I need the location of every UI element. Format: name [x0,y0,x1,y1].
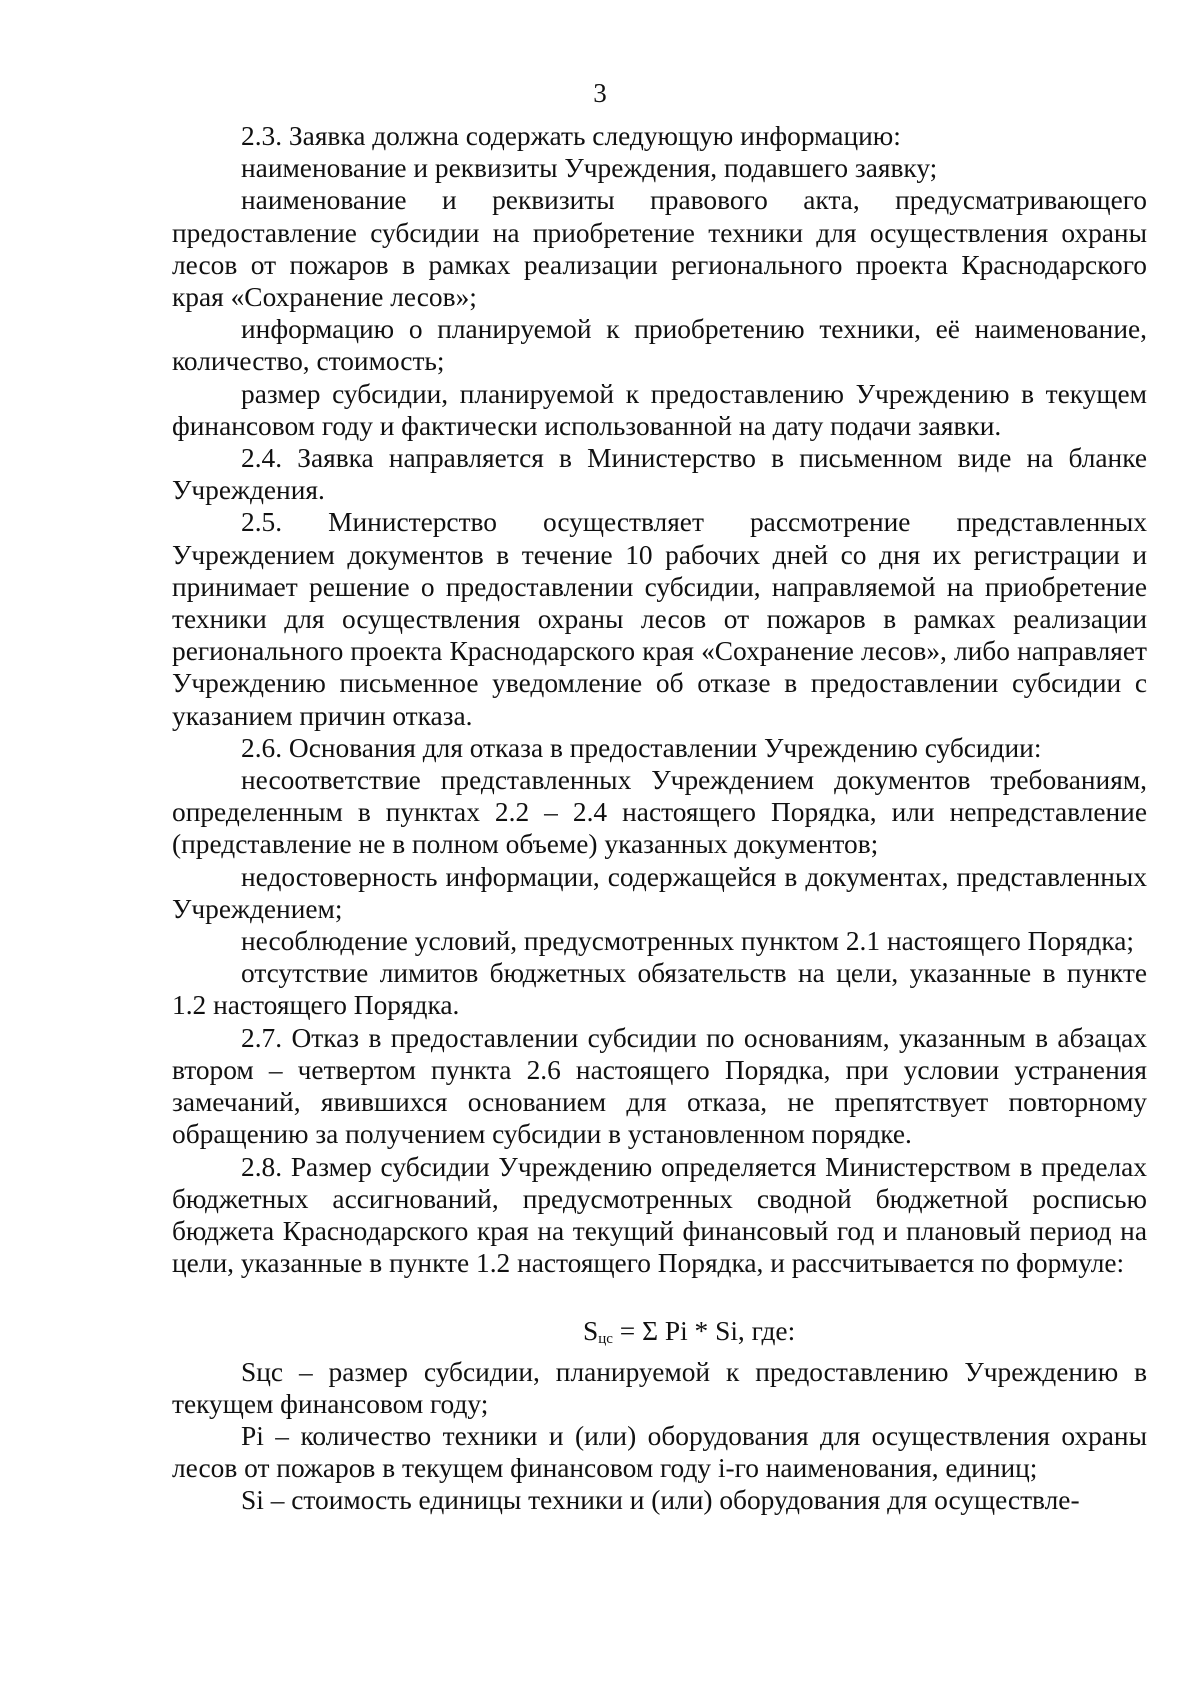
paragraph-applicant-details: наименование и реквизиты Учреждения, подавшего заявку; [241,153,938,184]
paragraph-2-5: 2.5. Министерство осуществляет рассмотрение представленных Учреждением документов в течение 10 рабочих дней со дня их регистрации и принимает решение о предоставлении субсидии, направляемой на приобретение техники для осуществления охраны лесов от пожаров в рамках реализации регионального проекта Краснодарского края «Сохранение лесов», либо направляет Учреждению письменное уведомление об отказе в предоставлении субсидии с указанием причин отказа. [172,507,1147,731]
paragraph-refusal-ground-1: несоответствие представленных Учреждением документов требованиям, определенным в пунктах 2.2 – 2.4 настоящего Порядка, или непредставление (представление не в полном объеме) указанных документов; [172,765,1147,860]
formula-expression: = Σ Pi * Si, где: [612,1316,796,1347]
subsidy-formula [172,1315,1147,1355]
paragraph-refusal-ground-2: недостоверность информации, содержащейся в документах, представленных Учреждением; [172,861,1147,924]
paragraph-2-8: 2.8. Размер субсидии Учреждению определяется Министерством в пределах бюджетных ассигнований, предусмотренных сводной бюджетной росписью бюджета Краснодарского края на текущий финансовый год и плановый период на цели, указанные в пункте 1.2 настоящего Порядка, и рассчитывается по формуле: [172,1151,1147,1279]
paragraph-2-3-heading: 2.3. Заявка должна содержать следующую информацию: [241,121,901,151]
paragraph-refusal-ground-4: отсутствие лимитов бюджетных обязательств на цели, указанные в пункте 1.2 настоящего Порядка. [172,958,1147,1021]
paragraph-refusal-ground-3: несоблюдение условий, предусмотренных пунктом 2.1 настоящего Порядка; [241,926,1135,957]
page-number: 3 [593,78,607,108]
paragraph-2-6-heading: 2.6. Основания для отказа в предоставлении Учреждению субсидии: [241,732,1042,763]
paragraph-subsidy-amount: размер субсидии, планируемой к предоставлению Учреждению в текущем финансовом году и фактически использованной на дату подачи заявки. [172,378,1147,441]
paragraph-legal-act-details: наименование и реквизиты правового акта, предусматривающего предоставление субсидии на приобретение техники для осуществления охраны лесов от пожаров в рамках реализации регионального проекта Краснодарского края «Сохранение лесов»; [172,185,1147,313]
paragraph-equipment-info: информацию о планируемой к приобретению техники, её наименование, количество, стоимость; [172,314,1147,377]
definition-si: Si – стоимость единицы техники и (или) оборудования для осуществле- [241,1485,1080,1516]
formula-symbol: S [583,1316,599,1347]
paragraph-2-7: 2.7. Отказ в предоставлении субсидии по основаниям, указанным в абзацах втором – четвертом пункта 2.6 настоящего Порядка, при условии устранения замечаний, явившихся основанием для отказа, не препятствует повторному обращению за получением субсидии в установленном порядке. [172,1022,1147,1150]
formula-subscript: цс [598,1331,613,1348]
paragraph-2-4: 2.4. Заявка направляется в Министерство в письменном виде на бланке Учреждения. [172,443,1147,506]
definition-s-cs: Sцс – размер субсидии, планируемой к предоставлению Учреждению в текущем финансовом году; [172,1356,1147,1419]
document-body [172,120,1147,1517]
definition-pi: Pi – количество техники и (или) оборудования для осуществления охраны лесов от пожаров в текущем финансовом году i-го наименования, единиц; [172,1420,1147,1484]
